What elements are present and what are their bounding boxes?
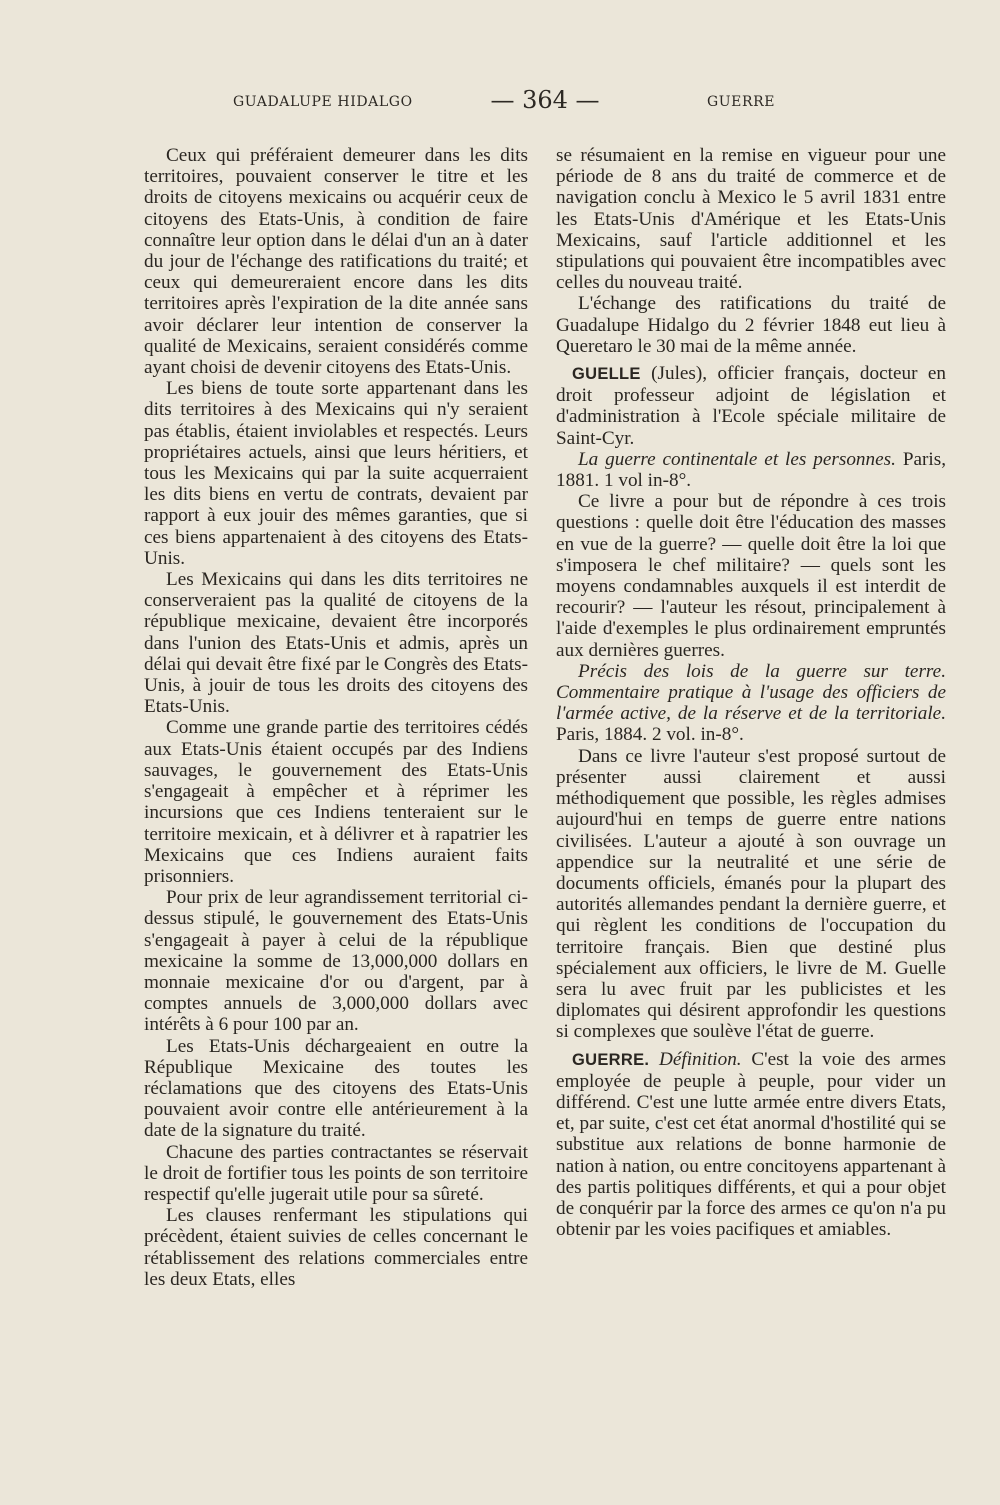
left-column (144, 145, 528, 1290)
running-head (0, 86, 1000, 116)
paragraph: Ceux qui préféraient demeurer dans les dits territoires, pouvaient conserver le titre et les droits de citoyens mexicains ou acquérir ceux de citoyens des Etats-Unis, à condition de faire connaître leur option dans le délai d'un an à dater du jour de l'échange des ratifications du traité; et ceux qui demeureraient encore dans les dits territoires après l'expiration de la dite année sans avoir déclarer leur intention de conserver la qualité de Mexicains, seraient considérés comme ayant choisi de devenir citoyens des Etats-Unis. (144, 145, 528, 379)
book-publication: Paris, 1884. 2 vol. in-8°. (556, 724, 744, 746)
entry-guelle (556, 363, 946, 449)
paragraph: Ce livre a pour but de répondre à ces trois questions : quelle doit être l'éducation des masses en vue de la guerre? — quelle doit être la loi que s'imposera le chef militaire? — quels sont les moyens condamnables auxquels il est interdit de recourir? — l'auteur les résout, principalement à l'aide d'exemples le plus ordinairement empruntés aux dernières guerres. (556, 491, 946, 661)
book-publication: Paris, 1881. 1 vol in-8°. (556, 448, 946, 492)
entry-subheading: Définition. (649, 1048, 742, 1070)
book-title: La guerre continentale et les personnes. (578, 448, 896, 470)
running-head-right: GUERRE (707, 94, 776, 110)
entry-text: (Jules), officier français, docteur en droit professeur adjoint de législation et d'administration à l'Ecole spéciale militaire de Saint-Cyr. (556, 363, 946, 449)
entry-guerre (556, 1049, 946, 1241)
entry-headword: GUERRE. (572, 1050, 650, 1069)
right-column (556, 145, 946, 1240)
paragraph: Les Etats-Unis déchargeaient en outre la République Mexicaine des toutes les réclamations que des citoyens des Etats-Unis pouvaient avoir contre elle antérieurement à la date de la signature du traité. (144, 1035, 528, 1142)
paragraph: Comme une grande partie des territoires cédés aux Etats-Unis étaient occupés par des Indiens sauvages, le gouvernement des Etats-Unis s'engageait à empêcher et à réprimer les incursions que ces Indiens tenteraient sur le territoire mexicain, et à délivrer et à rapatrier les Mexicains que ces Indiens auraient faits prisonniers. (144, 717, 528, 887)
paragraph: Pour prix de leur agrandissement territorial ci-dessus stipulé, le gouvernement des Etats-Unis s'engageait à payer à celui de la république mexicaine la somme de 13,000,000 dollars en monnaie mexicaine d'or ou d'argent, par à comptes annuels de 3,000,000 dollars avec intérêts à 6 pour 100 par an. (144, 887, 528, 1036)
running-head-left: GUADALUPE HIDALGO (233, 94, 413, 110)
paragraph: Chacune des parties contractantes se réservait le droit de fortifier tous les points de son territoire respectif qu'elle jugerait utile pour sa sûreté. (144, 1141, 528, 1205)
paragraph: Les biens de toute sorte appartenant dans les dits territoires à des Mexicains qui n'y seraient pas établis, étaient inviolables et respectés. Leurs propriétaires actuels, ainsi que leurs héritiers, et tous les Mexicains qui par la suite acquerraient les dits biens en vertu de contrats, devaient par rapport à eux jouir des mêmes garanties, que si ces biens appartenaient à des citoyens des Etats-Unis. (144, 378, 528, 569)
book-reference (556, 449, 946, 491)
paragraph: se résumaient en la remise en vigueur pour une période de 8 ans du traité de commerce et de navigation conclu à Mexico le 5 avril 1831 entre les Etats-Unis d'Amérique et les Etats-Unis Mexicains, sauf l'article additionnel et les stipulations qui pouvaient être incompatibles avec celles du nouveau traité. (556, 145, 946, 294)
paragraph: Dans ce livre l'auteur s'est proposé surtout de présenter aussi clairement et aussi méthodiquement que possible, les règles admises aujourd'hui en temps de guerre entre nations civilisées. L'auteur a ajouté à son ouvrage un appendice sur la neutralité et une série de documents officiels, émanés pour la plupart des autorités allemandes pendant la dernière guerre, et qui règlent les conditions de l'occupation du territoire français. Bien que destiné plus spécialement aux officiers, le livre de M. Guelle sera lu avec fruit par les publicistes et les diplomates qui désirent approfondir les questions si complexes que soulève l'état de guerre. (556, 745, 946, 1043)
paragraph: Les Mexicains qui dans les dits territoires ne conserveraient pas la qualité de citoyens de la république mexicaine, devaient être incorporés dans l'union des Etats-Unis et admis, après un délai qui devait être fixé par le Congrès des Etats-Unis, à jouir de tous les droits des citoyens des Etats-Unis. (144, 569, 528, 718)
entry-text: C'est la voie des armes employée de peuple à peuple, pour vider un différend. C'est une lutte armée entre divers Etats, et, par suite, c'est cet état anormal d'hostilité qui se substitue aux relations de bonne harmonie de nation à nation, ou entre concitoyens appartenant à des partis politiques différents, et qui a pour objet de conquérir par la force des armes ce qu'on n'a pu obtenir par les voies pacifiques et amiables. (556, 1048, 947, 1241)
entry-headword: GUELLE (572, 365, 641, 384)
book-title: Précis des lois de la guerre sur terre. Commentaire pratique à l'usage des officiers de l'armée active, de la réserve et de la territoriale. (556, 660, 946, 725)
page-number: — 364 — (490, 86, 600, 114)
book-reference (556, 661, 946, 746)
paragraph: L'échange des ratifications du traité de Guadalupe Hidalgo du 2 février 1848 eut lieu à Queretaro le 30 mai de la même année. (556, 293, 946, 357)
paragraph: Les clauses renfermant les stipulations qui précèdent, étaient suivies de celles concernant le rétablissement des relations commerciales entre les deux Etats, elles (144, 1205, 528, 1290)
